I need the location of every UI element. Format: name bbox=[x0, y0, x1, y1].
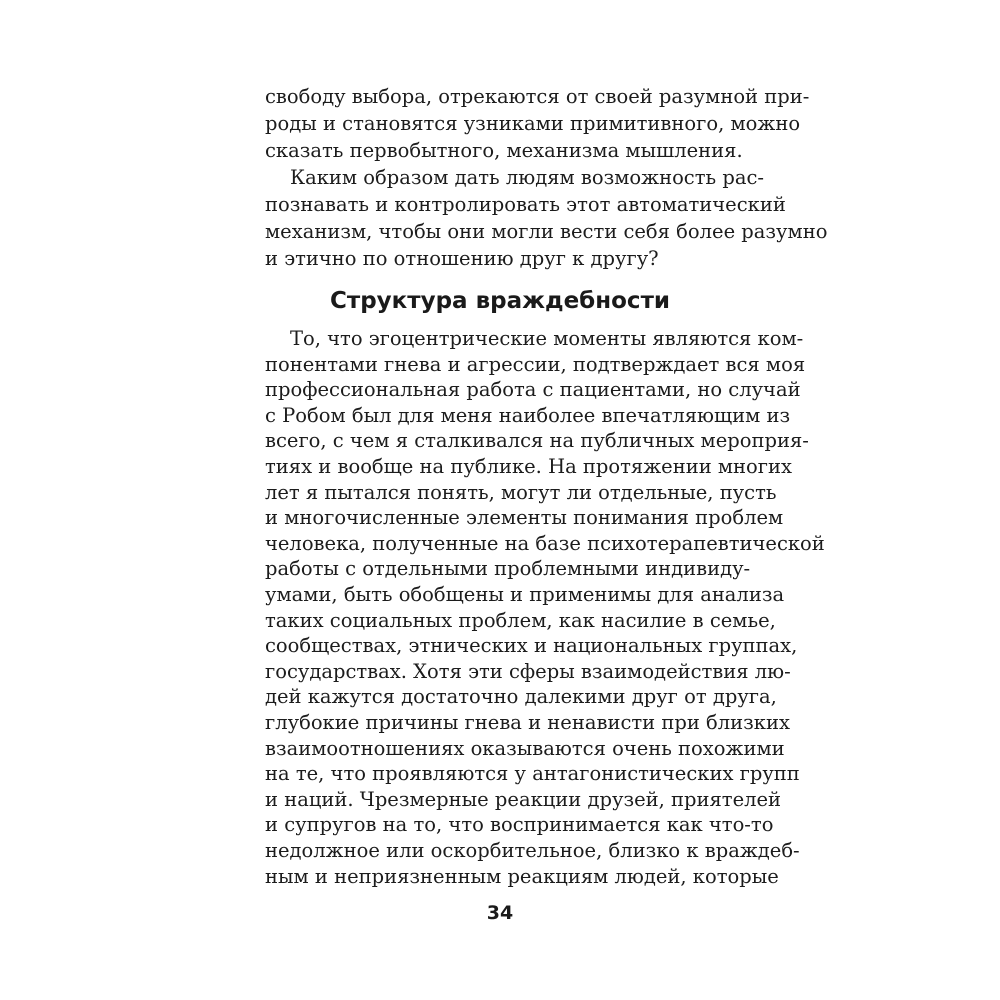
text-line: всего, с чем я сталкивался на публичных мероприя- bbox=[265, 429, 809, 453]
text-line: понентами гнева и агрессии, подтверждает вся моя bbox=[265, 352, 806, 376]
text-line: механизм, чтобы они могли вести себя более разумно bbox=[265, 220, 828, 243]
text-line: и наций. Чрезмерные реакции друзей, приятелей bbox=[265, 787, 782, 811]
text-line: с Робом был для меня наиболее впечатляющим из bbox=[265, 403, 791, 427]
text-line: То, что эгоцентрические моменты являются ком- bbox=[290, 327, 804, 350]
text-line: и этично по отношению друг к другу? bbox=[265, 247, 659, 270]
text-line: познавать и контролировать этот автоматический bbox=[265, 193, 786, 216]
text-line: сообществах, этнических и национальных группах, bbox=[265, 634, 798, 658]
text-line: недолжное или оскорбительное, близко к враждеб- bbox=[265, 839, 800, 862]
text-line: ным и неприязненным реакциям людей, которые bbox=[265, 864, 779, 888]
text-line: умами, быть обобщены и применимы для анализа bbox=[265, 583, 785, 606]
text-line: таких социальных проблем, как насилие в семье, bbox=[265, 608, 776, 632]
text-line: роды и становятся узниками примитивного, можно bbox=[265, 112, 801, 135]
text-line: тиях и вообще на публике. На протяжении многих bbox=[265, 455, 793, 478]
text-line: на те, что проявляются у антагонистических групп bbox=[265, 762, 800, 786]
text-line: человека, полученные на базе психотерапевтической bbox=[265, 531, 825, 555]
text-line: государствах. Хотя эти сферы взаимодействия лю- bbox=[265, 659, 791, 683]
text-line: Каким образом дать людям возможность рас- bbox=[290, 166, 764, 189]
page-number: 34 bbox=[486, 902, 514, 924]
text-line: сказать первобытного, механизма мышления. bbox=[265, 139, 743, 162]
text-line: дей кажутся достаточно далекими друг от друга, bbox=[265, 685, 777, 709]
text-line: лет я пытался понять, могут ли отдельные, пусть bbox=[265, 480, 777, 504]
text-line: профессиональная работа с пациентами, но случай bbox=[265, 378, 801, 402]
text-line: глубокие причины гнева и ненависти при близких bbox=[265, 711, 790, 734]
section-heading: Структура враждебности bbox=[329, 288, 671, 314]
text-line: и многочисленные элементы понимания проблем bbox=[265, 506, 784, 530]
text-line: свободу выбора, отрекаются от своей разумной при- bbox=[265, 85, 810, 108]
text-line: взаимоотношениях оказываются очень похожими bbox=[265, 736, 785, 760]
text-line: и супругов на то, что воспринимается как что-то bbox=[265, 813, 774, 837]
text-line: работы с отдельными проблемными индивиду- bbox=[265, 557, 751, 581]
